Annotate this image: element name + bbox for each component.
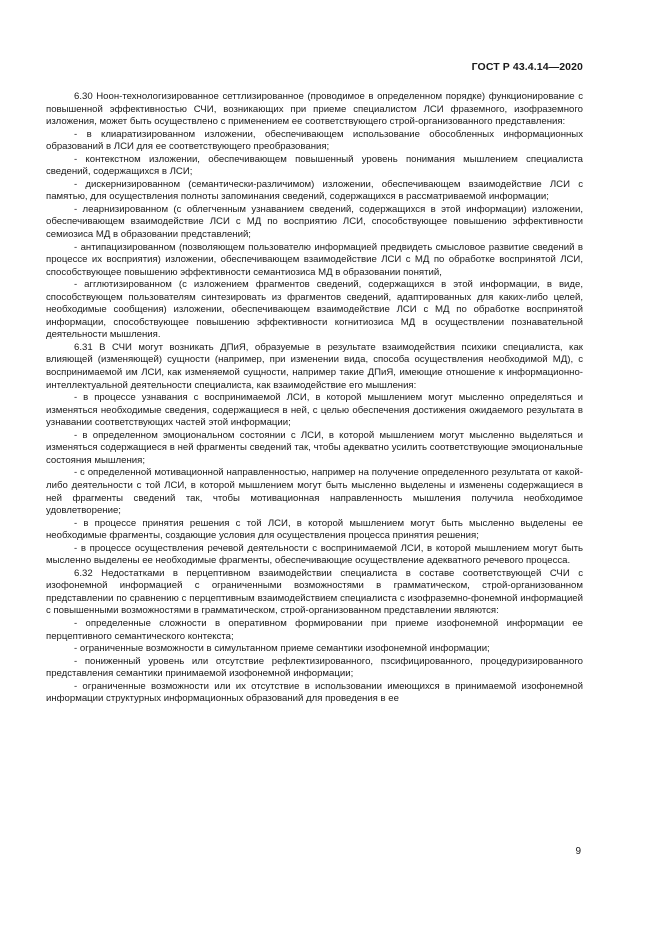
document-body (46, 91, 583, 706)
body-paragraph: - в процессе узнавания с воспринимаемой ЛСИ, в которой мышлением могут мысленно определяться и изменяться необходимые сведения, содержащиеся в ней, с целью обеспечения достижения ожидаемого результата в узнавании соответствующих частей этой информации; (46, 392, 583, 429)
body-paragraph: - ограниченные возможности или их отсутствие в использовании имеющихся в принимаемой изофонемной информации структурных информационных образований для проведения в ее (46, 680, 583, 705)
body-paragraph: - в клиаратизированном изложении, обеспечивающем использование обособленных информационных образований в ЛСИ для ее соответствующего преобразования; (46, 128, 583, 153)
body-paragraph: - пониженный уровень или отсутствие рефлектизированного, пзсифицированного, процедуризированного представления семантики принимаемой изофонемной информации; (46, 655, 583, 680)
body-paragraph: - контекстном изложении, обеспечивающем повышенный уровень понимания мышлением специалиста сведений, содержащихся в ЛСИ; (46, 153, 583, 178)
body-paragraph: - в определенном эмоциональном состоянии с ЛСИ, в которой мышлением могут мысленно выделяться и изменяться содержащиеся в ней фрагменты сведений так, чтобы адекватно усилить соответствующие эмоциональные состояния мышления; (46, 429, 583, 466)
body-paragraph: 6.32 Недостатками в перцептивном взаимодействии специалиста в составе соответствующей СЧИ с изофонемной информацией с ограниченными возможностями в грамматическом, строй-организованном представлении по сравнению с перцептивным взаимодействием специалиста с изофраземно-фонемной информацией с повышенными возможностями в грамматическом, строй-организованном представлении являются: (46, 567, 583, 617)
body-paragraph: - в процессе принятия решения с той ЛСИ, в которой мышлением могут быть мысленно выделены ее необходимые фрагменты, создающие условия для осуществления процесса принятия решения; (46, 517, 583, 542)
body-paragraph: - ограниченные возможности в симультанном приеме семантики изофонемной информации; (74, 643, 490, 655)
body-paragraph: - с определенной мотивационной направленностью, например на получение определенного результата от какой-либо деятельности с той ЛСИ, в которой мышлением могут быть мысленно выделены и изменены содержащиеся в ней фрагменты сведений так, чтобы мотивационная направленность мышления получила необходимое удовлетворение; (46, 467, 583, 517)
body-paragraph: 6.30 Ноон-технологизированное сеттлизированное (проводимое в определенном порядке) функционирование с повышенной эффективностью СЧИ, возникающих при приеме специалистом ЛСИ фраземного, изофраземного изложения, может быть осуществлено с применением ее соответствующего строй-организованного представления: (46, 91, 583, 128)
body-paragraph: - дискернизированном (семантически-различимом) изложении, обеспечивающем взаимодействие ЛСИ с памятью, для осуществления полноты запоминания сведений, содержащихся в рассматриваемой информации; (46, 178, 583, 203)
body-paragraph: - в процессе осуществления речевой деятельности с воспринимаемой ЛСИ, в которой мышлением могут быть мысленно выделены ее необходимые фрагменты, обеспечивающие осуществление адекватного речевого процесса. (46, 542, 583, 567)
page-number: 9 (575, 846, 581, 857)
body-paragraph: 6.31 В СЧИ могут возникать ДПиЯ, образуемые в результате взаимодействия психики специалиста, как влияющей (изменяющей) сущности (например, при изменении вида, способа осуществления необходимой МД), с воспринимаемой им ЛСИ, как изменяемой сущности, например такие ДПиЯ, имеющие отношение к информационно-интеллектуальной деятельности специалиста, как взаимодействие его мышления: (46, 341, 583, 391)
body-paragraph: - антипацизированном (позволяющем пользователю информацией предвидеть смысловое развитие сведений в процессе их восприятия) изложении, обеспечивающем взаимодействие ЛСИ с МД по обработке воспринятой ЛСИ, способствующее повышению эффективности семантиозиса МД в образовании понятий, (46, 241, 583, 278)
document-header: ГОСТ Р 43.4.14—2020 (471, 61, 583, 73)
body-paragraph: - леарнизированном (с облегченным узнаванием сведений, содержащихся в этой информации) изложении, обеспечивающем взаимодействие ЛСИ с МД по восприятию ЛСИ, способствующее повышению эффективности семиозиса МД в образовании представлений; (46, 203, 583, 241)
body-paragraph: - определенные сложности в оперативном формировании при приеме изофонемной информации ее перцептивного семантического контекста; (46, 617, 583, 642)
body-paragraph: - агглютизированном (с изложением фрагментов сведений, содержащихся в этой информации, в виде, способствующем пользователям синтезировать из фрагментов сведений, адаптированных для каких-либо целей, необходимые сообщения) изложении, обеспечивающем взаимодействие ЛСИ с МД по обработке воспринятой информации, способствующее повышению эффективности когнитиозиса МД в осуществлении познавательной деятельности мышления. (46, 279, 583, 341)
